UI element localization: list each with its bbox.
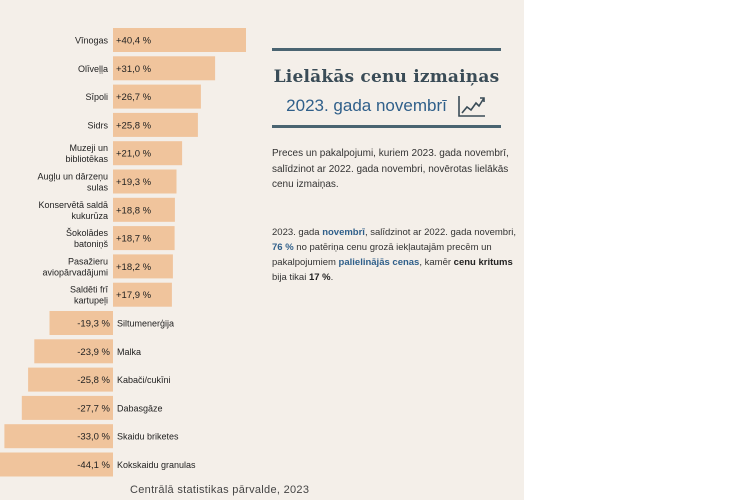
category-label-1: Olīveļļa <box>77 63 108 74</box>
value-label-9: +17,9 % <box>116 290 152 302</box>
source-credit: Centrālā statistikas pārvalde, 2023 <box>130 484 310 496</box>
trend-up-icon <box>457 94 487 118</box>
category-label-8: Pasažieru aviopārvadājumi <box>42 256 108 278</box>
value-label-11: -23,9 % <box>77 346 110 358</box>
category-label-13: Dabasgāze <box>117 403 163 414</box>
category-label-7: Šokolādes batoniņš <box>65 228 108 250</box>
value-label-3: +25,8 % <box>116 120 152 132</box>
value-label-13: -27,7 % <box>77 403 110 415</box>
category-label-5: Augļu un dārzeņu sulas <box>37 171 108 193</box>
value-label-4: +21,0 % <box>116 148 152 160</box>
value-label-6: +18,8 % <box>116 205 152 217</box>
category-label-11: Malka <box>117 346 142 357</box>
chart-subtitle <box>272 94 501 118</box>
summary-text: 2023. gada novembrī, salīdzinot ar 2022. gada novembri, 76 % no patēriņa cenu grozā iekļautajām precēm un pakalpojumiem palielinājās cenas, kamēr cenu kritums bija tikai 17 %. <box>272 227 516 283</box>
category-label-2: Sīpoli <box>85 92 108 103</box>
value-label-10: -19,3 % <box>77 318 110 330</box>
value-label-2: +26,7 % <box>116 92 152 104</box>
highlight-price-drop: cenu kritums <box>453 257 513 268</box>
value-label-1: +31,0 % <box>116 63 152 75</box>
category-label-14: Skaidu briketes <box>117 431 179 442</box>
chart-title: Lielākās cenu izmaiņas <box>273 67 500 87</box>
intro-text: Preces un pakalpojumi, kuriem 2023. gada novembrī, salīdzinot ar 2022. gada novembri, novērotas lielākās cenu izmaiņas. <box>272 148 509 190</box>
category-label-10: Siltumenerģija <box>117 318 175 329</box>
value-label-15: -44,1 % <box>77 460 110 471</box>
highlight-17-percent: 17 % <box>308 272 331 283</box>
highlight-76-percent: 76 % <box>272 242 294 253</box>
value-label-5: +19,3 % <box>116 177 152 188</box>
value-label-7: +18,7 % <box>116 233 152 245</box>
title-box <box>272 48 501 128</box>
value-label-14: -33,0 % <box>77 431 110 443</box>
value-label-0: +40,4 % <box>116 35 152 47</box>
category-label-9: Saldēti frī kartupeļi <box>69 284 108 306</box>
highlight-price-increase: palielinājās cenas <box>338 257 420 268</box>
category-label-0: Vīnogas <box>74 35 108 46</box>
value-label-8: +18,2 % <box>116 261 152 273</box>
value-label-12: -25,8 % <box>77 375 110 387</box>
chart-subtitle-text: 2023. gada novembrī <box>286 96 447 115</box>
category-label-15: Kokskaidu granulas <box>117 460 196 470</box>
category-label-3: Sidrs <box>87 120 108 131</box>
category-label-6: Konservētā saldā kukurūza <box>38 199 108 221</box>
category-label-4: Muzeji un bibliotēkas <box>65 143 108 165</box>
highlight-novembri: novembrī <box>322 227 365 238</box>
category-label-12: Kabači/cukīni <box>117 375 171 386</box>
